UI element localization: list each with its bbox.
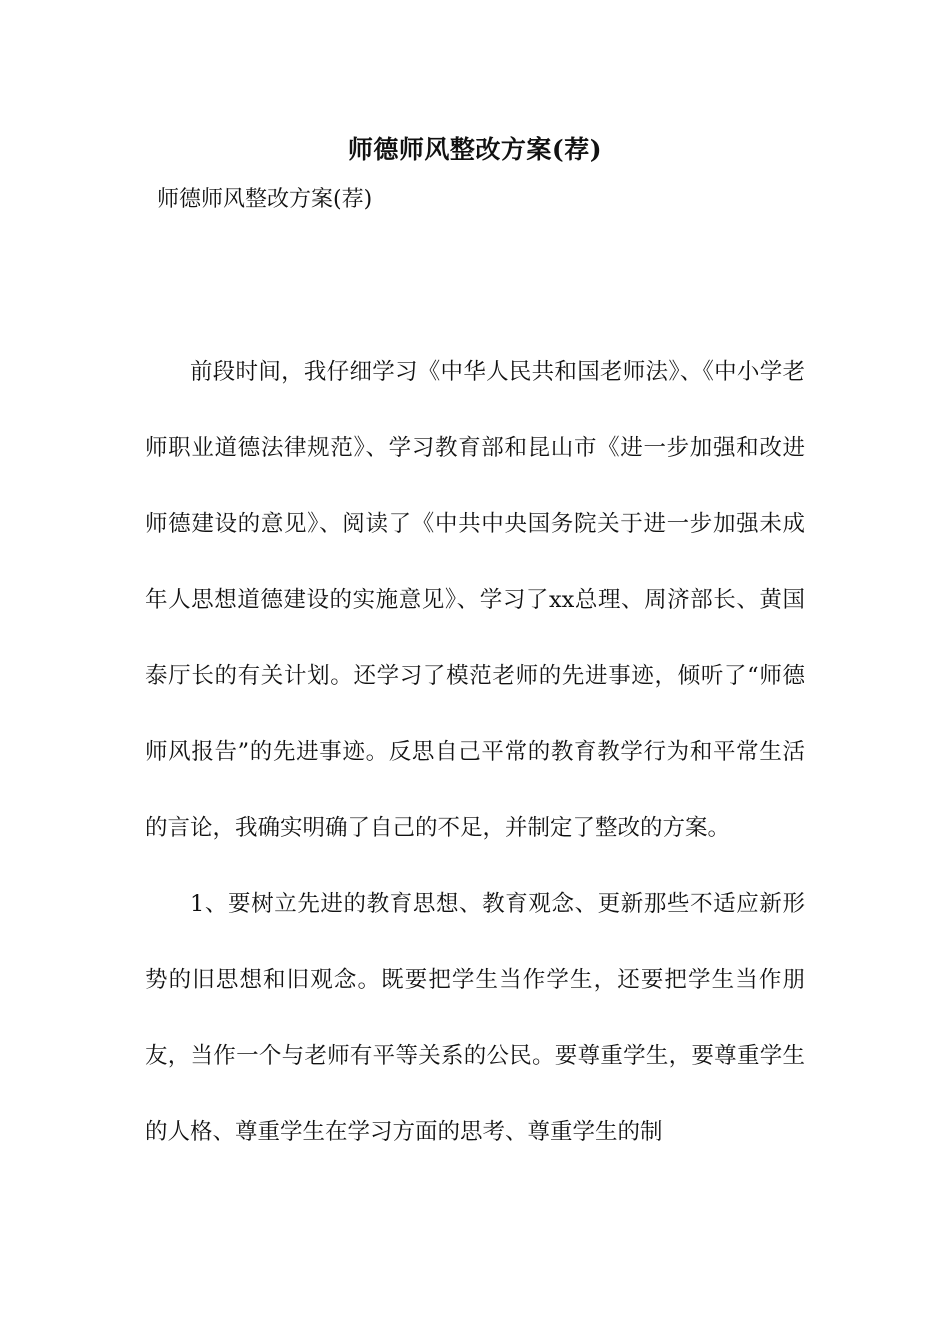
body-paragraph: 前段时间，我仔细学习《中华人民共和国老师法》、《中小学老师职业道德法律规范》、学习教育部和昆山市《进一步加强和改进师德建设的意见》、阅读了《中共中央国务院关于进一步加强未成年人思想道德建设的实施意见》、学习了xx总理、周济部长、黄国泰厅长的有关计划。还学习了模范老师的先进事迹，倾听了“师德师风报告”的先进事迹。反思自己平常的教育教学行为和平常生活的言论，我确实明确了自己的不足，并制定了整改的方案。 — [145, 359, 805, 841]
document-body — [145, 334, 805, 1170]
document-title: 师德师风整改方案(荐) — [347, 135, 603, 164]
body-paragraph: 1、要树立先进的教育思想、教育观念、更新那些不适应新形势的旧思想和旧观念。既要把学生当作学生，还要把学生当作朋友，当作一个与老师有平等关系的公民。要尊重学生，要尊重学生的人格、尊重学生在学习方面的思考、尊重学生的制 — [145, 891, 805, 1145]
document-subtitle: 师德师风整改方案(荐) — [157, 187, 373, 212]
